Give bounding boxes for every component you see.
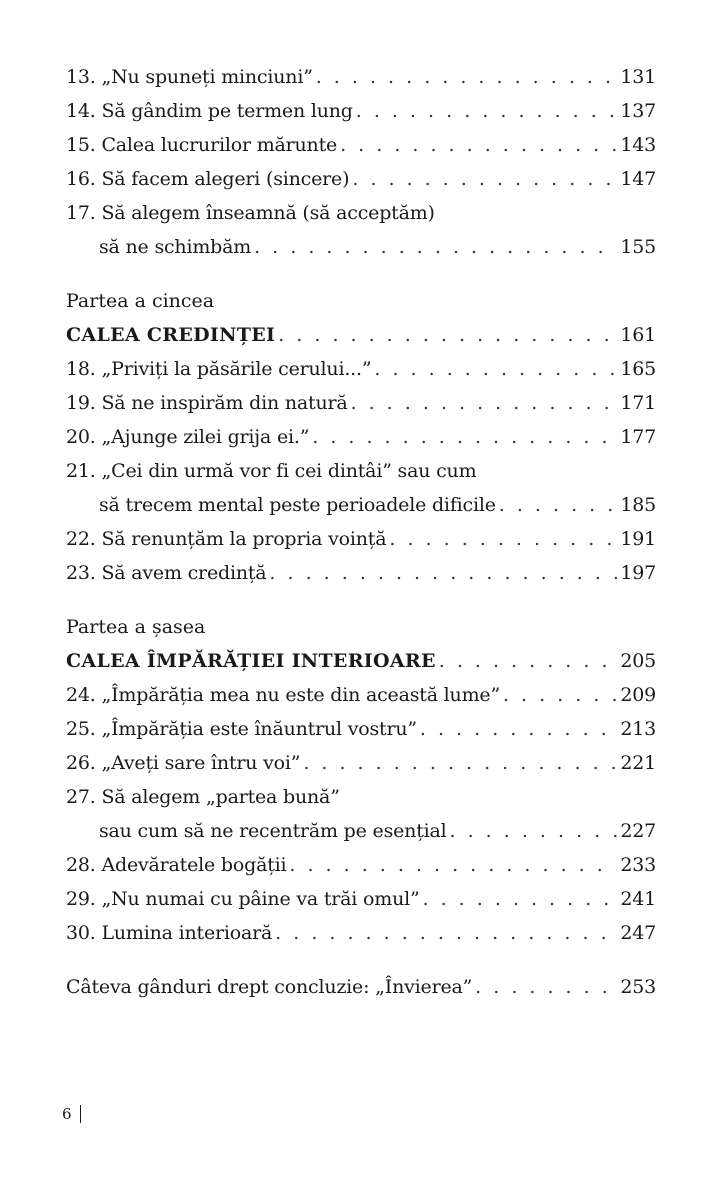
entry-title: „Aveți sare întru voi” [101,752,301,774]
entry-page: 171 [620,392,656,414]
entry-title: Calea lucrurilor mărunte [101,134,338,156]
entry-page: 131 [620,66,656,88]
dot-leader [352,162,617,196]
entry-title: „Nu spuneți minciuni” [101,66,313,88]
entry-title: „Priviți la păsările cerului...” [101,358,372,380]
entry-number: 26. [66,752,96,774]
dot-leader [289,848,617,882]
dot-leader [420,712,617,746]
dot-leader [278,318,617,352]
dot-leader [475,970,617,1004]
toc-entry-line1 [66,780,656,814]
entry-title: „Nu numai cu pâine va trăi omul” [101,888,420,910]
entry-title-continued: să trecem mental peste perioadele dificile [99,494,496,516]
dot-leader [275,916,617,950]
part-heading-title: CALEA CREDINȚEI [66,324,276,346]
entry-page: 247 [620,922,656,944]
entry-title: „Cei din urmă vor fi cei dintâi” sau cum [101,460,477,482]
entry-title-continued: sau cum să ne recentrăm pe esențial [99,820,447,842]
entry-number: 20. [66,426,96,448]
dot-leader [499,488,618,522]
toc-entry-line2 [66,230,656,264]
part-label: Partea a cincea [66,290,215,312]
entry-page: 155 [620,236,656,258]
page-number: 6 [62,1105,72,1123]
entry-title: „Împărăția este înăuntrul vostru” [101,718,417,740]
toc-entry [66,386,656,420]
entry-number: 19. [66,392,96,414]
entry-title: Să ne inspirăm din natură [101,392,348,414]
entry-page: 191 [620,528,656,550]
toc-entry-line1 [66,196,656,230]
entry-page: 197 [620,562,656,584]
toc-entry [66,522,656,556]
entry-title: Să avem credință [101,562,267,584]
entry-number: 23. [66,562,96,584]
toc-entry-line1 [66,454,656,488]
dot-leader [423,882,618,916]
toc-entry-line2 [66,814,656,848]
entry-page: 227 [620,820,656,842]
entry-number: 27. [66,786,96,808]
toc-entry [66,882,656,916]
entry-number: 16. [66,168,96,190]
footer-divider [80,1105,82,1123]
entry-title: Să alegem înseamnă (să acceptăm) [101,202,435,224]
entry-number: 21. [66,460,96,482]
page-footer [62,1104,81,1124]
entry-number: 15. [66,134,96,156]
toc-entry [66,352,656,386]
toc-entry-line2 [66,488,656,522]
entry-number: 17. [66,202,96,224]
dot-leader [389,522,617,556]
entry-page: 213 [620,718,656,740]
toc-entry [66,746,656,780]
table-of-contents [66,60,656,1004]
entry-page: 165 [620,358,656,380]
entry-title-continued: să ne schimbăm [99,236,252,258]
dot-leader [439,644,618,678]
entry-page: 185 [620,494,656,516]
part-heading [66,644,656,678]
part-heading [66,318,656,352]
entry-page: 209 [620,684,656,706]
conclusion-title: Câteva gânduri drept concluzie: „Învierea” [66,976,473,998]
dot-leader [312,420,617,454]
entry-number: 18. [66,358,96,380]
entry-page: 161 [620,324,656,346]
dot-leader [340,128,617,162]
entry-title: Să gândim pe termen lung [101,100,353,122]
toc-conclusion [66,970,656,1004]
dot-leader [503,678,617,712]
dot-leader [356,94,618,128]
entry-title: Lumina interioară [101,922,273,944]
entry-number: 22. [66,528,96,550]
entry-number: 24. [66,684,96,706]
entry-number: 14. [66,100,96,122]
entry-title: „Împărăția mea nu este din această lume” [101,684,500,706]
part-label: Partea a șasea [66,616,206,638]
dot-leader [254,230,617,264]
entry-page: 205 [620,650,656,672]
entry-number: 25. [66,718,96,740]
entry-page: 177 [620,426,656,448]
toc-entry [66,712,656,746]
dot-leader [316,60,618,94]
entry-title: Adevăratele bogății [101,854,287,876]
toc-entry [66,678,656,712]
dot-leader [374,352,617,386]
toc-entry [66,556,656,590]
entry-number: 29. [66,888,96,910]
dot-leader [351,386,618,420]
entry-number: 28. [66,854,96,876]
dot-leader [450,814,618,848]
dot-leader [269,556,617,590]
entry-page: 137 [620,100,656,122]
entry-title: Să alegem „partea bună” [101,786,340,808]
toc-entry [66,94,656,128]
entry-page: 221 [620,752,656,774]
entry-title: Să facem alegeri (sincere) [101,168,350,190]
entry-title: „Ajunge zilei grija ei.” [101,426,310,448]
toc-entry [66,128,656,162]
entry-page: 147 [620,168,656,190]
entry-number: 13. [66,66,96,88]
dot-leader [303,746,617,780]
entry-page: 143 [620,134,656,156]
entry-page: 253 [620,976,656,998]
toc-entry [66,162,656,196]
toc-entry [66,60,656,94]
toc-entry [66,916,656,950]
entry-title: Să renunțăm la propria voință [101,528,387,550]
entry-page: 233 [620,854,656,876]
entry-number: 30. [66,922,96,944]
part-heading-title: CALEA ÎMPĂRĂȚIEI INTERIOARE [66,650,436,672]
toc-entry [66,848,656,882]
entry-page: 241 [620,888,656,910]
toc-entry [66,420,656,454]
